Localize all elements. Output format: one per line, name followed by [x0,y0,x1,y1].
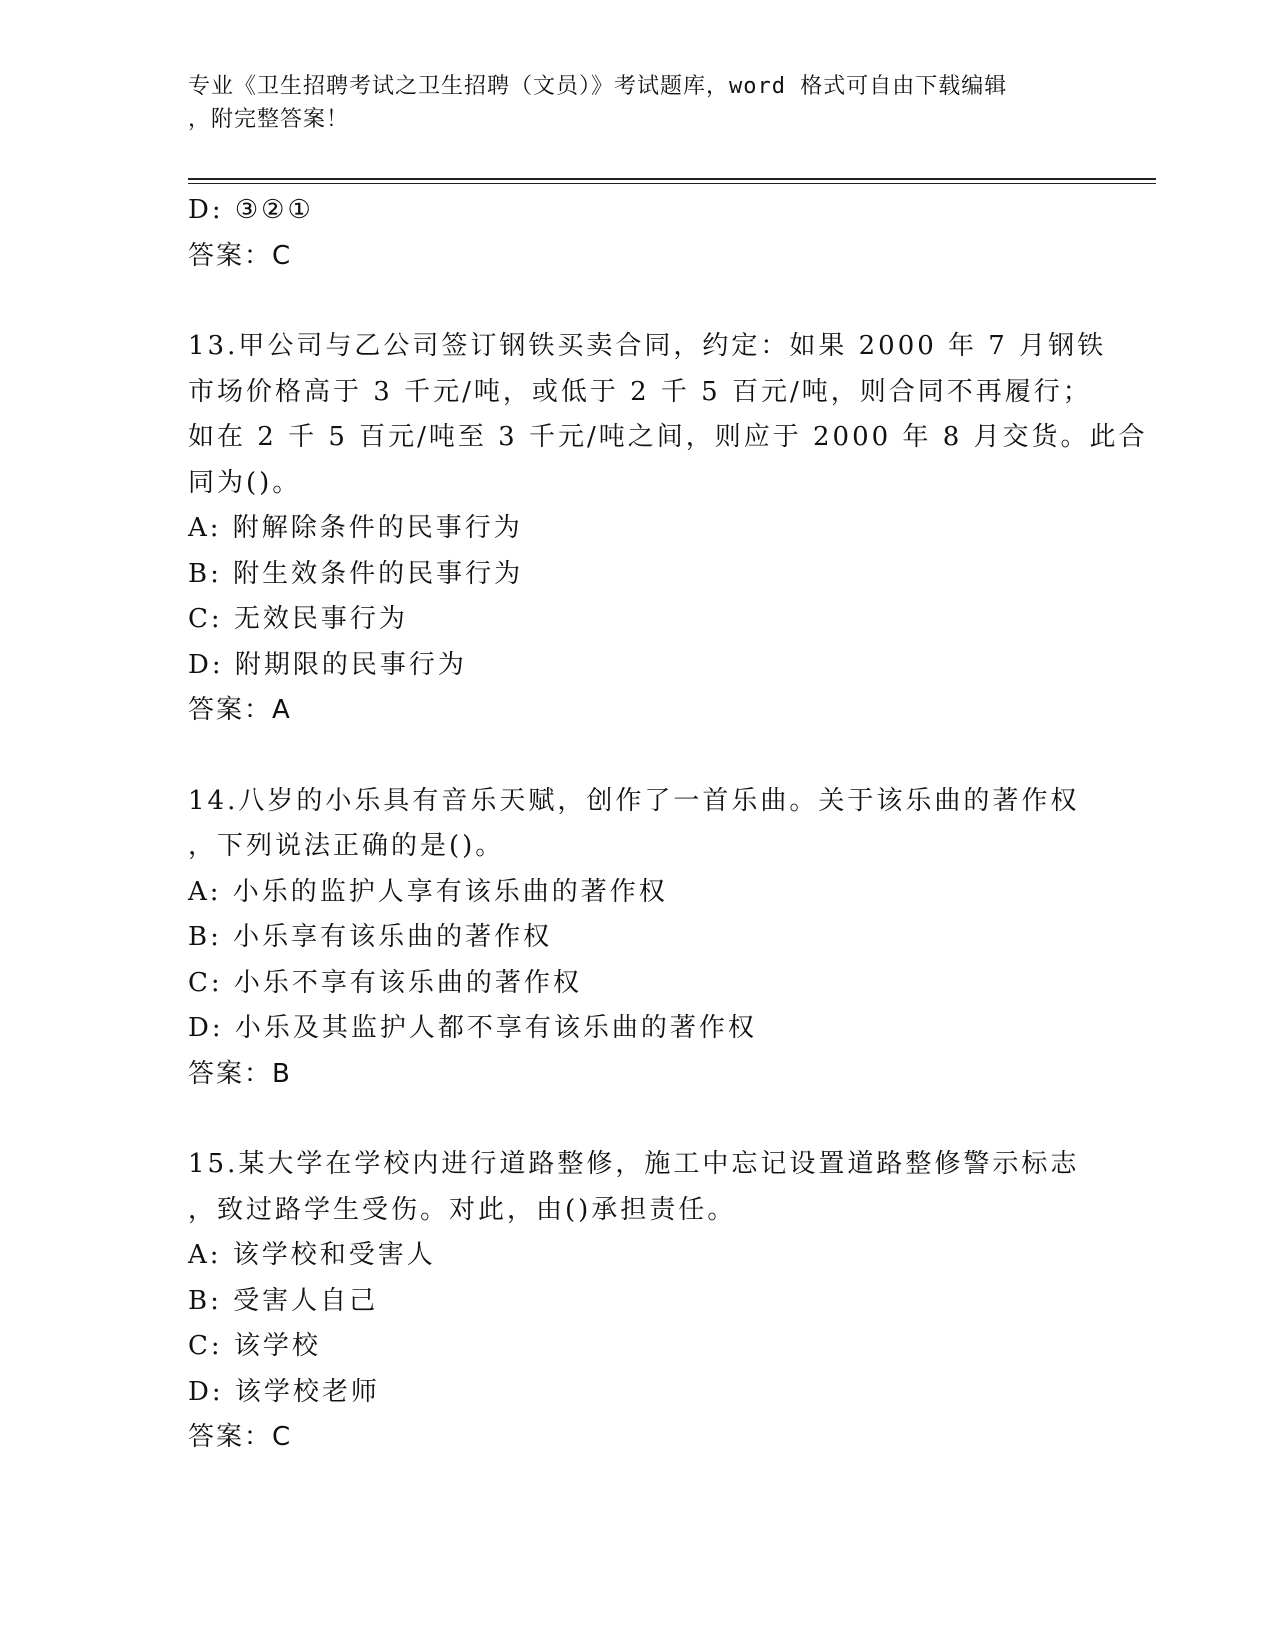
option-d: D: ③②① [188,195,314,225]
answer: 答案：C [188,1422,293,1452]
option-a: A: 小乐的监护人享有该乐曲的著作权 [188,876,668,907]
question-15 [188,1142,1088,1461]
option-b: B: 小乐享有该乐曲的著作权 [188,922,553,952]
header-rule-thin [188,183,1156,184]
page-header [188,70,1068,136]
option-a: A: 该学校和受害人 [188,1240,436,1270]
question-text-line: 13.甲公司与乙公司签订钢铁买卖合同，约定：如果 2000 年 7 月钢铁 [188,331,1107,361]
question-text-line: 如在 2 千 5 百元/吨至 3 千元/吨之间，则应于 2000 年 8 月交货。此合 [188,422,1148,452]
question-text-line: ，致过路学生受伤。对此，由()承担责任。 [188,1194,737,1225]
option-d: D: 小乐及其监护人都不享有该乐曲的著作权 [188,1013,757,1043]
answer: 答案：B [188,1058,292,1089]
option-b: B: 附生效条件的民事行为 [188,558,524,589]
question-12-tail [188,188,1088,279]
option-d: D: 该学校老师 [188,1376,380,1407]
question-text-line: 同为()。 [188,467,302,498]
option-b: B: 受害人自己 [188,1285,379,1316]
question-text-line: ，下列说法正确的是()。 [188,831,505,861]
document-body [188,188,1148,1461]
question-text-line: 15.某大学在学校内进行道路整修，施工中忘记设置道路整修警示标志 [188,1149,1080,1179]
option-d: D: 附期限的民事行为 [188,649,467,680]
option-a: A: 附解除条件的民事行为 [188,513,523,543]
option-c: C: 无效民事行为 [188,604,408,634]
option-c: C: 该学校 [188,1331,321,1361]
answer: 答案：C [188,240,293,271]
question-13 [188,324,1148,734]
question-text-line: 14.八岁的小乐具有音乐天赋，创作了一首乐曲。关于该乐曲的著作权 [188,785,1080,816]
header-rule-thick [188,178,1156,180]
question-14 [188,779,1088,1098]
option-c: C: 小乐不享有该乐曲的著作权 [188,967,582,998]
header-line-2: ，附完整答案！ [188,107,350,132]
answer: 答案：A [188,695,292,725]
header-line-1: 专业《卫生招聘考试之卫生招聘（文员）》考试题库，word 格式可自由下载编辑 [188,74,1008,99]
question-text-line: 市场价格高于 3 千元/吨，或低于 2 千 5 百元/吨，则合同不再履行； [188,376,1092,407]
